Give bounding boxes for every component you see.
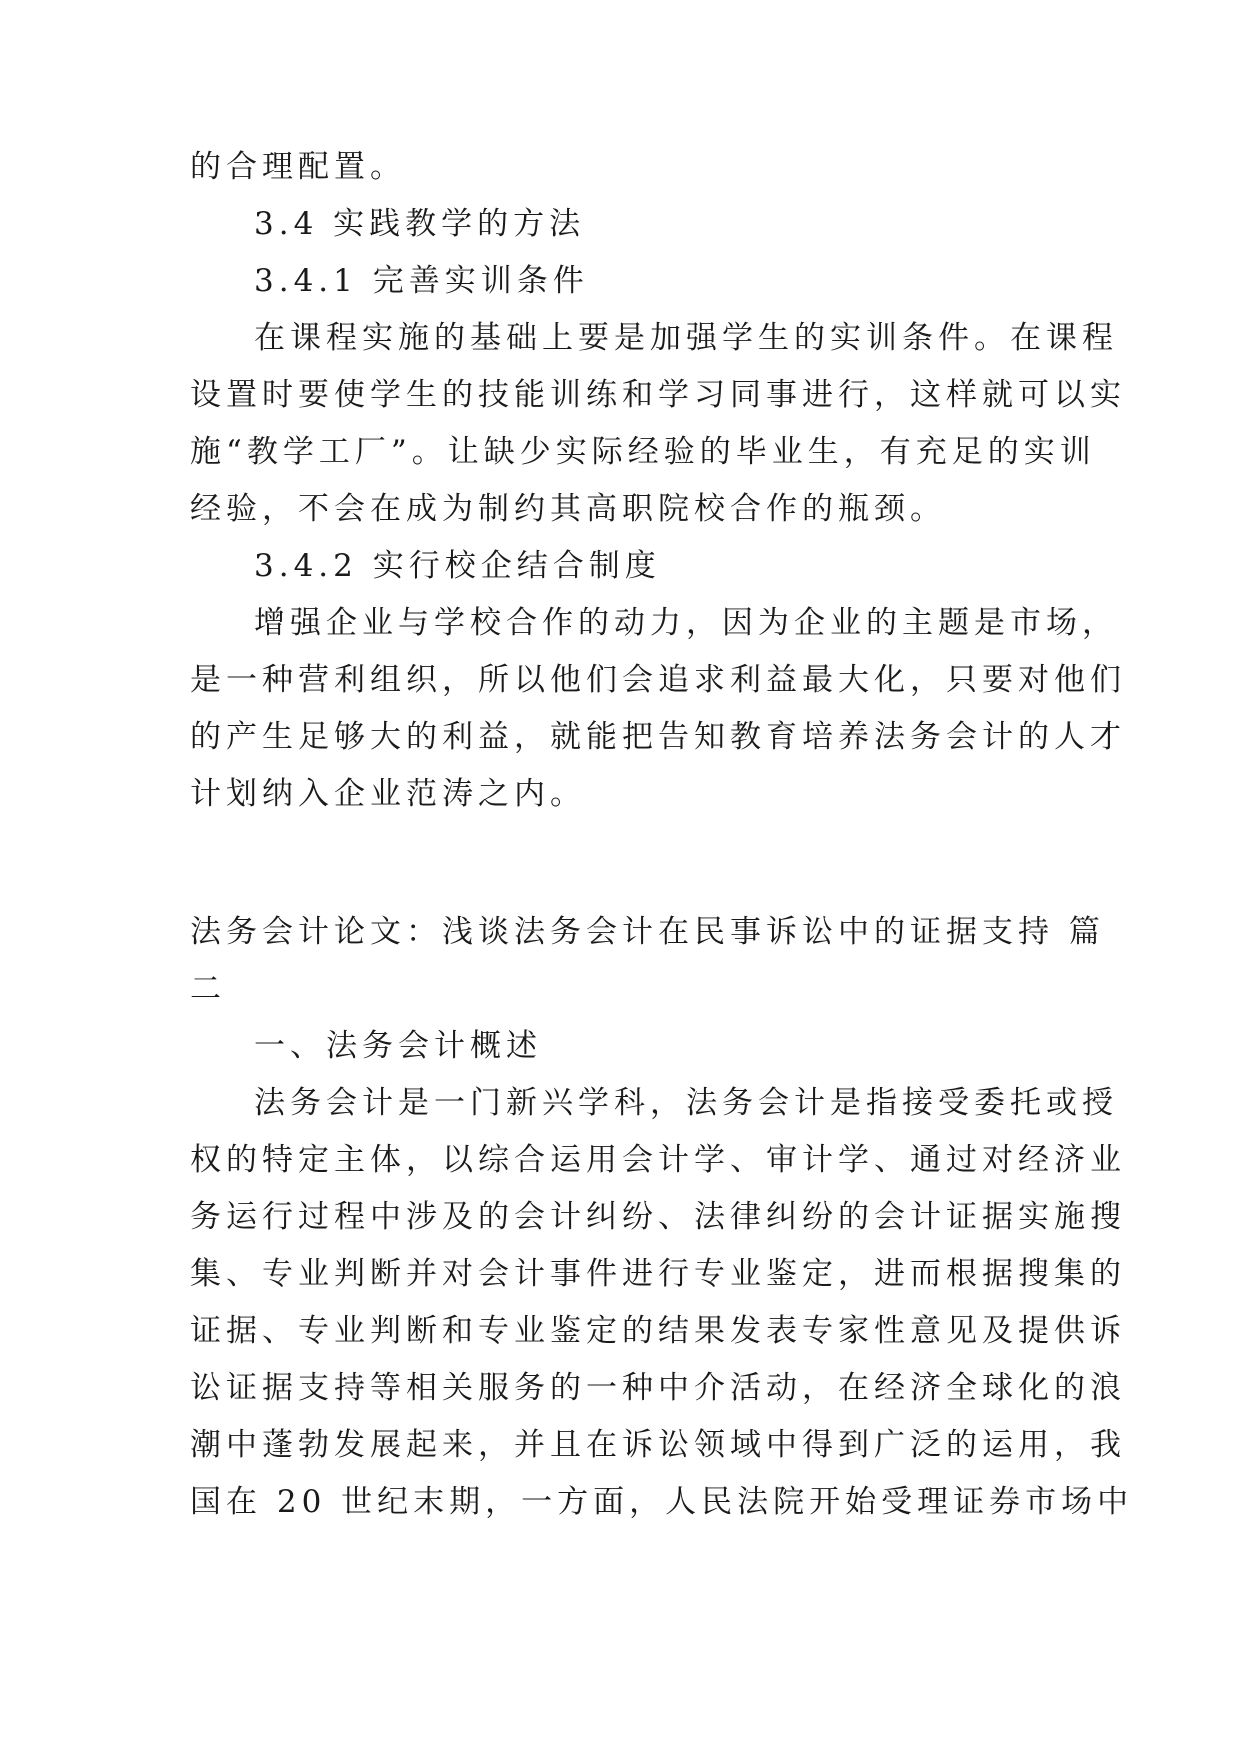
section-heading: 3.4 实践教学的方法 (254, 206, 586, 242)
paragraph-line: 增强企业与学校合作的动力，因为企业的主题是市场， (254, 605, 1118, 641)
paragraph-line: 的产生足够大的利益，就能把告知教育培养法务会计的人才 (190, 719, 1126, 755)
section-heading: 一、法务会计概述 (254, 1028, 542, 1064)
article-title: 法务会计论文：浅谈法务会计在民事诉讼中的证据支持 篇 (190, 914, 1105, 950)
paragraph-line: 讼证据支持等相关服务的一种中介活动，在经济全球化的浪 (190, 1370, 1126, 1406)
paragraph-line: 经验，不会在成为制约其高职院校合作的瓶颈。 (190, 491, 946, 527)
paragraph-line: 集、专业判断并对会计事件进行专业鉴定，进而根据搜集的 (190, 1256, 1126, 1292)
subsection-heading: 3.4.2 实行校企结合制度 (254, 548, 661, 584)
paragraph-line: 在课程实施的基础上要是加强学生的实训条件。在课程 (254, 320, 1118, 356)
paragraph-line: 证据、专业判断和专业鉴定的结果发表专家性意见及提供诉 (190, 1313, 1126, 1349)
paragraph-line: 务运行过程中涉及的会计纠纷、法律纠纷的会计证据实施搜 (190, 1199, 1126, 1235)
paragraph-line: 潮中蓬勃发展起来，并且在诉讼领域中得到广泛的运用，我 (190, 1427, 1126, 1463)
paragraph-line: 法务会计是一门新兴学科，法务会计是指接受委托或授 (254, 1085, 1118, 1121)
paragraph-line: 国在 20 世纪末期，一方面，人民法院开始受理证券市场中 (190, 1484, 1134, 1520)
subsection-heading: 3.4.1 完善实训条件 (254, 263, 589, 299)
paragraph-line: 是一种营利组织，所以他们会追求利益最大化，只要对他们 (190, 662, 1126, 698)
paragraph-line: 设置时要使学生的技能训练和学习同事进行，这样就可以实 (190, 377, 1126, 413)
paragraph-line: 权的特定主体，以综合运用会计学、审计学、通过对经济业 (190, 1142, 1126, 1178)
paragraph-line: 计划纳入企业范涛之内。 (190, 776, 586, 812)
paragraph-line: 施“教学工厂”。让缺少实际经验的毕业生，有充足的实训 (190, 434, 1096, 470)
article-title: 二 (190, 971, 226, 1007)
text-line: 的合理配置。 (190, 149, 406, 185)
